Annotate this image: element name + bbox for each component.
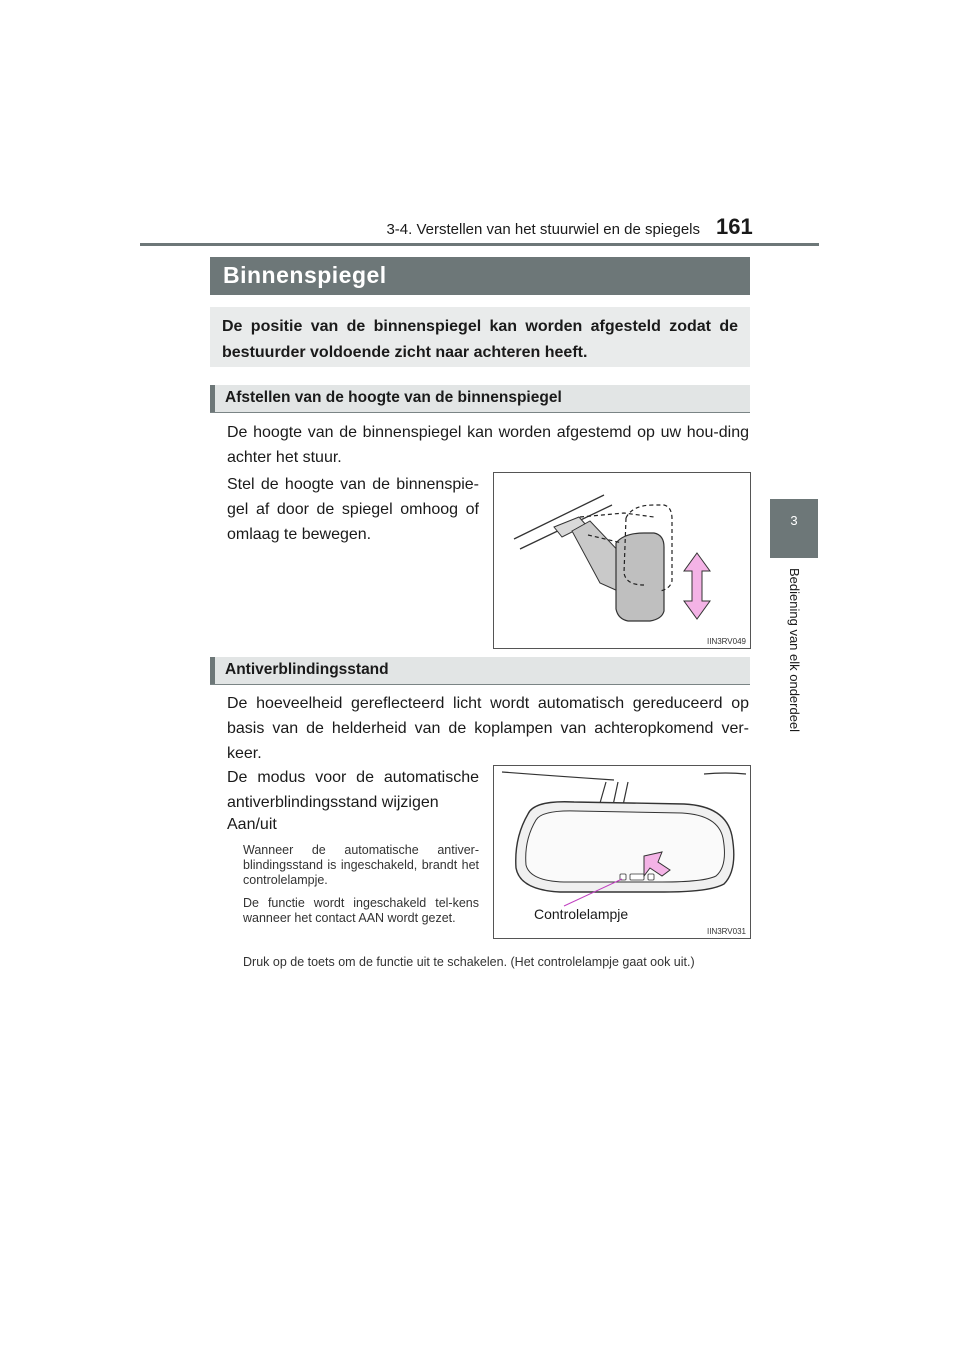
page-number: 161 — [716, 214, 753, 239]
running-header-section: 3-4. Verstellen van het stuurwiel en de spiegels — [386, 221, 700, 238]
figure-antiglare-mirror — [493, 765, 751, 939]
mirror-height-illustration — [494, 473, 750, 648]
chapter-tab: 3 — [770, 499, 818, 558]
page-title-bar — [210, 257, 750, 295]
section-heading-height-text: Afstellen van de hoogte van de binnenspiegel — [225, 389, 562, 406]
chapter-side-label — [770, 568, 818, 768]
note-press-button: Druk op de toets om de functie uit te schakelen. (Het controlelampje gaat ook uit.) — [243, 955, 695, 969]
antiglare-mode-text: De modus voor de automatische antiverblindingsstand wijzigen — [227, 769, 479, 811]
note-indicator-on: Wanneer de automatische antiver-blindingsstand is ingeschakeld, brandt het controlelampje. — [243, 843, 479, 887]
section-heading-height — [210, 385, 750, 413]
figure-code-antiglare: IIN3RV031 — [707, 927, 746, 936]
intro-box — [210, 307, 750, 367]
antiglare-paragraph: De hoeveelheid gereflecteerd licht wordt automatisch gereduceerd op basis van de helderheid van de koplampen van achteropkomend ver-keer. — [227, 695, 749, 762]
section-heading-antiglare-text: Antiverblindingsstand — [225, 661, 389, 678]
intro-text: De positie van de binnenspiegel kan worden afgesteld zodat de bestuurder voldoende zicht naar achteren heeft. — [222, 318, 738, 361]
note-function-on: De functie wordt ingeschakeld tel-kens wanneer het contact AAN wordt gezet. — [243, 896, 479, 925]
section-heading-antiglare — [210, 657, 750, 685]
height-instruction: Stel de hoogte van de binnenspie-gel af door de spiegel omhoog of omlaag te bewegen. — [227, 476, 479, 543]
figure-mirror-height — [493, 472, 751, 649]
header-rule — [140, 243, 819, 246]
figure-code-height: IIN3RV049 — [707, 637, 746, 646]
indicator-callout-label: Controlelampje — [534, 906, 629, 922]
page-title: Binnenspiegel — [223, 262, 387, 288]
on-off-label: Aan/uit — [227, 816, 277, 833]
height-paragraph: De hoogte van de binnenspiegel kan worden afgestemd op uw hou-ding achter het stuur. — [227, 424, 749, 466]
chapter-side-label-text: Bediening van elk onderdeel — [787, 568, 802, 733]
